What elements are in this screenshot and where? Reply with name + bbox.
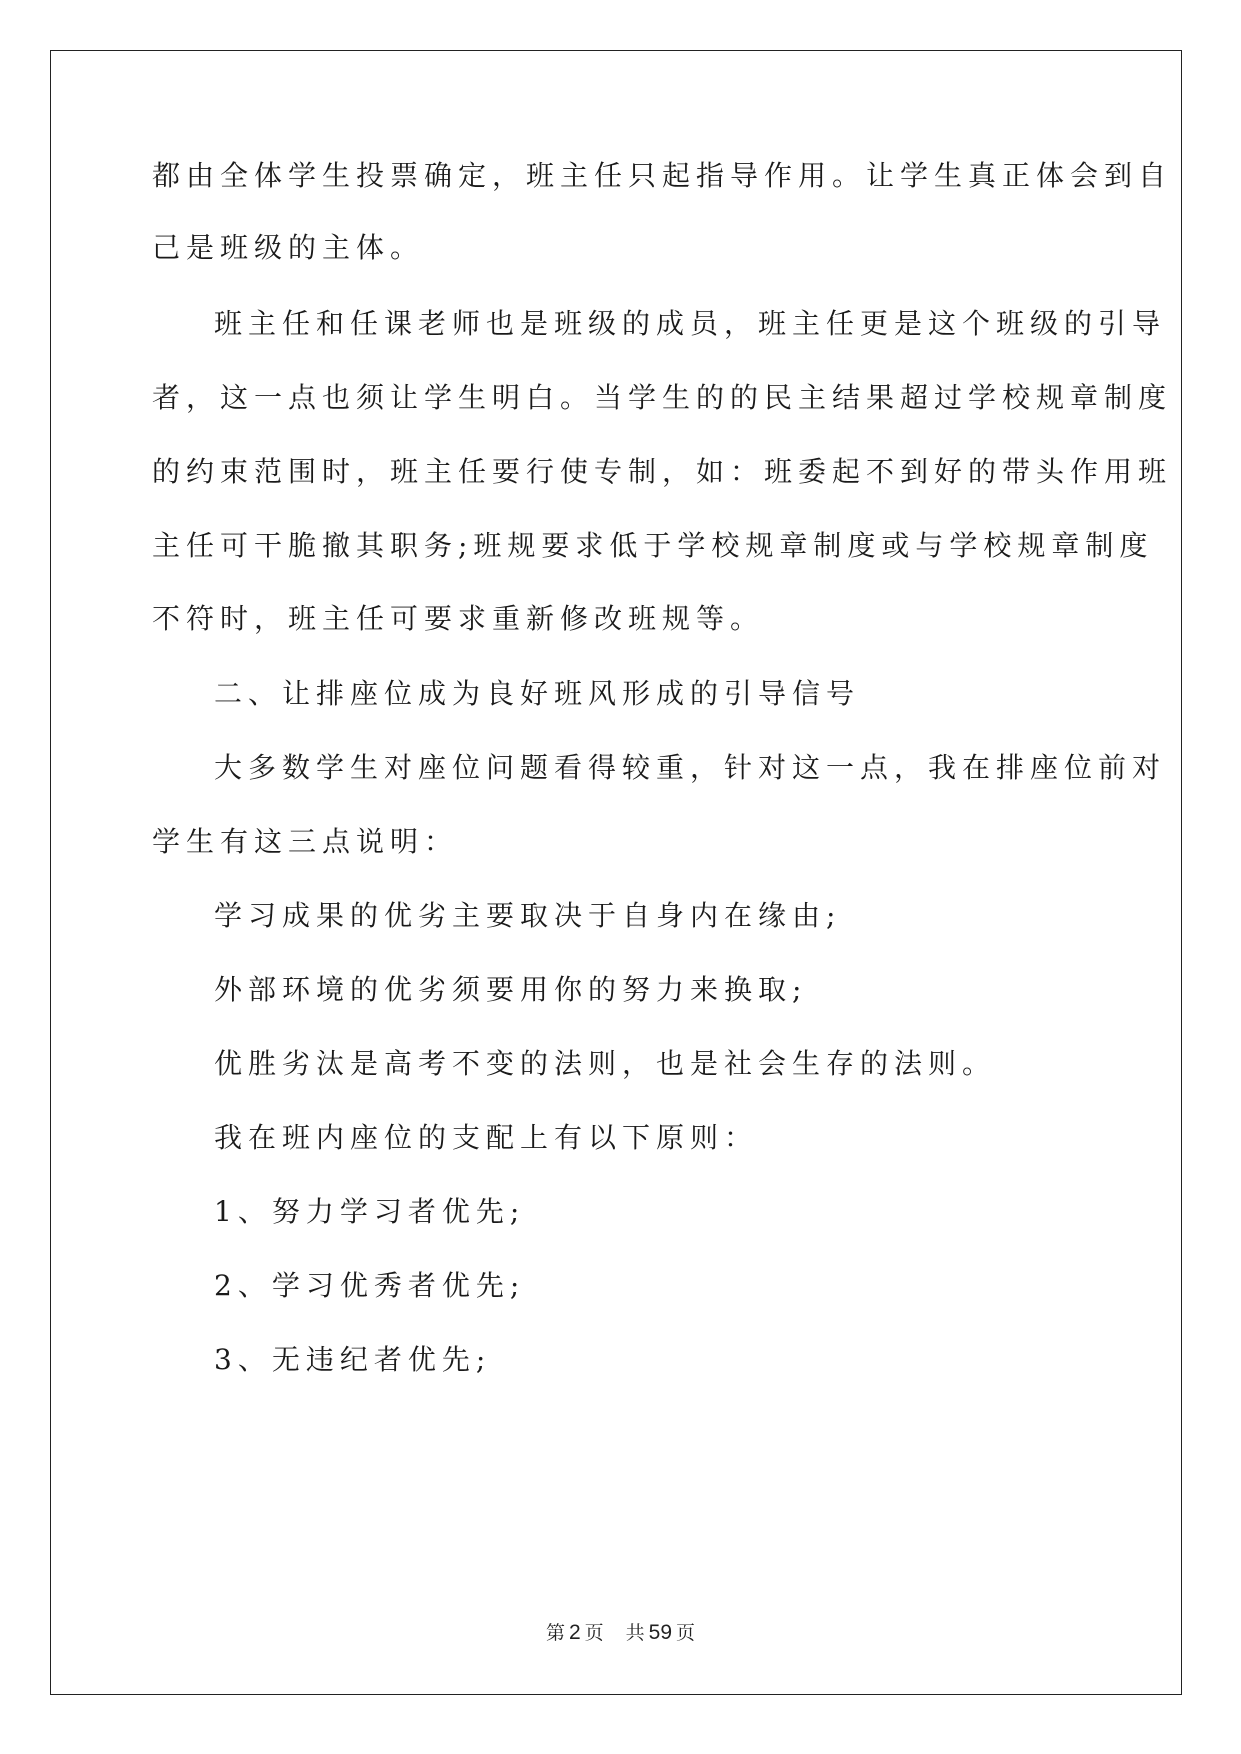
text-line: 学生有这三点说明： [152, 825, 459, 858]
paragraph-start: 班主任和任课老师也是班级的成员，班主任更是这个班级的引导 [214, 307, 1167, 340]
total-pages: 59 [648, 1621, 673, 1644]
paragraph-start: 我在班内座位的支配上有以下原则： [214, 1121, 759, 1154]
total-suffix: 页 [676, 1623, 696, 1644]
text-line: 都由全体学生投票确定，班主任只起指导作用。让学生真正体会到自 [152, 159, 1173, 192]
numbered-item: 2、学习优秀者优先; [214, 1269, 526, 1302]
text-line: 者，这一点也须让学生明白。当学生的的民主结果超过学校规章制度 [152, 381, 1173, 414]
page-footer [0, 1618, 1241, 1645]
page-prefix: 第 [545, 1623, 565, 1644]
text-line: 不符时，班主任可要求重新修改班规等。 [152, 602, 765, 635]
numbered-item: 3、无违纪者优先; [214, 1343, 492, 1376]
total-prefix: 共 [625, 1623, 645, 1644]
section-heading: 二、让排座位成为良好班风形成的引导信号 [214, 677, 861, 710]
page-number: 2 [568, 1621, 581, 1644]
numbered-item: 1、努力学习者优先; [214, 1195, 526, 1228]
list-item: 学习成果的优劣主要取决于自身内在缘由; [214, 899, 842, 932]
text-line: 主任可干脆撤其职务;班规要求低于学校规章制度或与学校规章制度 [152, 529, 1154, 562]
text-line: 己是班级的主体。 [152, 231, 425, 264]
list-item: 外部环境的优劣须要用你的努力来换取; [214, 973, 808, 1006]
paragraph-start: 大多数学生对座位问题看得较重，针对这一点，我在排座位前对 [214, 751, 1167, 784]
text-line: 的约束范围时，班主任要行使专制，如：班委起不到好的带头作用班 [152, 455, 1173, 488]
list-item: 优胜劣汰是高考不变的法则，也是社会生存的法则。 [214, 1047, 997, 1080]
page-suffix: 页 [584, 1623, 604, 1644]
page-border [50, 50, 1182, 1695]
